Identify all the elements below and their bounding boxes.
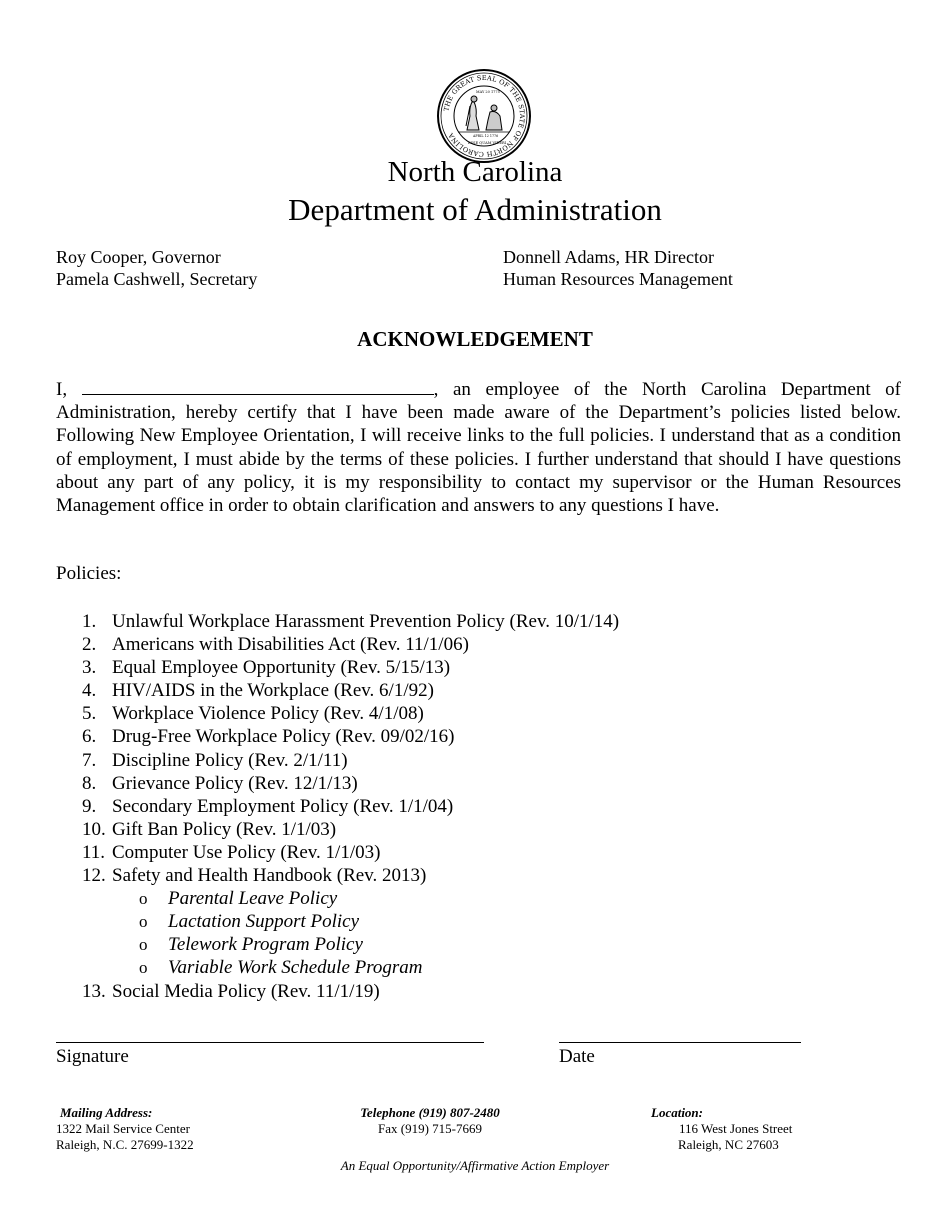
acknowledgement-text: , an employee of the North Carolina Department of Administration, hereby certify that I have been made aware of the Department’s policies listed below. Following New Employee Orientation, I will receive links to the full policies. I understand that as a condition of employment, I must abide by the terms of these policies. I further understand that should I have questions about any part of any policy, it is my responsibility to contact my supervisor or the Human Resources Management office in order to obtain clarification and answers to any questions I have. — [56, 379, 902, 517]
footer-location: Location: 116 West Jones Street Raleigh, NC 27603 — [651, 1105, 793, 1152]
svg-text:MAY 20 1775: MAY 20 1775 — [476, 90, 500, 94]
footer-phone: Telephone (919) 807-2480 Fax (919) 715-7669 — [360, 1105, 500, 1136]
sub-policy-item: o Variable Work Schedule Program — [139, 957, 423, 979]
policy-item: 12. Safety and Health Handbook (Rev. 2013) o Parental Leave Policy o Lactation Support Policy o Telework Program Policy o Variable Work Schedule Program — [82, 864, 619, 979]
policy-item: 6. Drug-Free Workplace Policy (Rev. 09/02/16) — [82, 726, 455, 748]
policy-item: 9. Secondary Employment Policy (Rev. 1/1/04) — [82, 795, 454, 817]
policy-item: 1. Unlawful Workplace Harassment Prevention Policy (Rev. 10/1/14) — [82, 611, 620, 632]
secretary-name: Pamela Cashwell, Secretary — [56, 269, 258, 289]
sub-policy-item: o Telework Program Policy — [139, 934, 363, 956]
acknowledgement-paragraph: I, , an employee of the North Carolina Department of Administration, hereby certify that I have been made aware of the Department’s policies listed below. Following New Employee Orientation, I will receive links to the full policies. I understand that as a condition of employment, I must abide by the terms of these policies. I further understand that should I have questions about any part of any policy, it is my responsibility to contact my supervisor or the Human Resources Management office in order to obtain clarification and answers to any questions I have. — [56, 379, 902, 517]
signature-line[interactable] — [56, 1042, 484, 1043]
policy-item: 3. Equal Employee Opportunity (Rev. 5/15/13) — [82, 657, 451, 679]
svg-text:ESSE QUAM VIDERI: ESSE QUAM VIDERI — [468, 141, 507, 145]
policy-item: 7. Discipline Policy (Rev. 2/1/11) — [82, 749, 348, 771]
equal-opportunity-statement: An Equal Opportunity/Affirmative Action Employer — [340, 1158, 610, 1173]
date-label: Date — [559, 1046, 595, 1067]
hr-department: Human Resources Management — [503, 269, 733, 289]
svg-text:THE GREAT SEAL OF THE STATE OF: THE GREAT SEAL OF THE STATE OF NORTH CAROLINA — [442, 73, 527, 159]
state-seal-logo — [436, 68, 532, 164]
policy-item: 13. Social Media Policy (Rev. 11/1/19) — [82, 980, 380, 1002]
sub-policy-item: o Parental Leave Policy — [139, 888, 338, 910]
employee-name-blank[interactable] — [82, 378, 434, 395]
footer-mailing-address: Mailing Address: 1322 Mail Service Center Raleigh, N.C. 27699-1322 — [56, 1105, 194, 1152]
document-title: ACKNOWLEDGEMENT — [357, 327, 593, 351]
signature-label: Signature — [56, 1046, 129, 1067]
header-left — [56, 246, 257, 290]
governor-name: Roy Cooper, Governor — [56, 247, 221, 267]
policy-item: 5. Workplace Violence Policy (Rev. 4/1/08) — [82, 703, 424, 725]
header-right — [503, 246, 733, 290]
hr-director-name: Donnell Adams, HR Director — [503, 247, 714, 267]
sub-policy-item: o Lactation Support Policy — [139, 911, 360, 933]
svg-text:APRIL 12 1776: APRIL 12 1776 — [473, 134, 499, 138]
department-name: Department of Administration — [288, 192, 662, 227]
policy-item: 2. Americans with Disabilities Act (Rev. 11/1/06) — [82, 634, 469, 656]
org-name: North Carolina — [387, 156, 563, 188]
policy-item: 8. Grievance Policy (Rev. 12/1/13) — [82, 772, 358, 794]
policy-item: 11. Computer Use Policy (Rev. 1/1/03) — [82, 841, 381, 863]
policy-list — [82, 610, 619, 1003]
policy-item: 4. HIV/AIDS in the Workplace (Rev. 6/1/92) — [82, 680, 434, 702]
sub-policy-list — [82, 887, 619, 979]
policies-label: Policies: — [56, 563, 122, 584]
date-line[interactable] — [559, 1042, 801, 1043]
policy-item: 10. Gift Ban Policy (Rev. 1/1/03) — [82, 818, 337, 840]
